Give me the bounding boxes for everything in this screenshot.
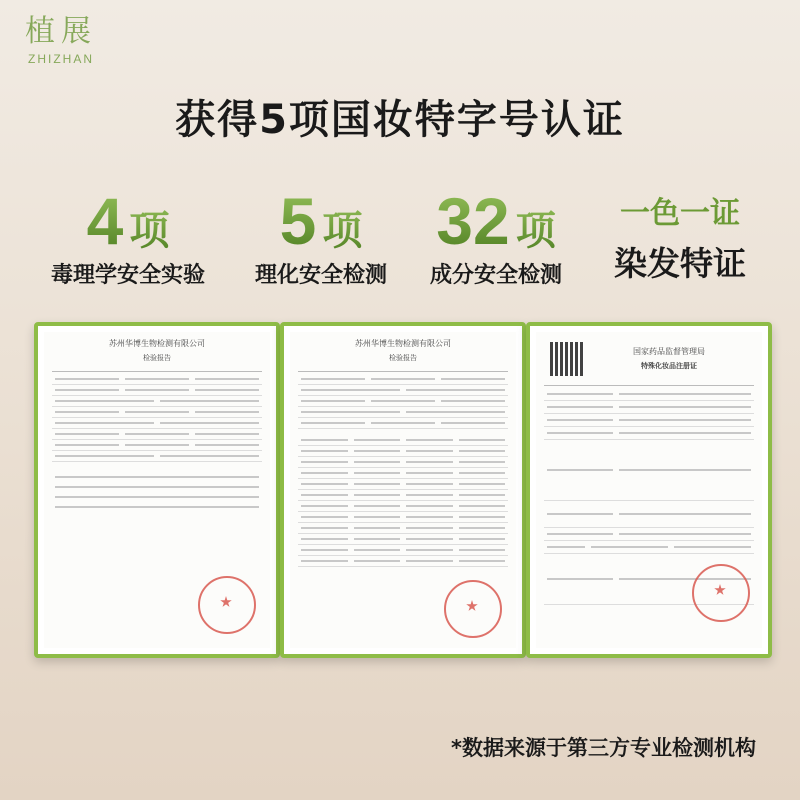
stat-hair-dye-cert — [590, 186, 770, 285]
stat-number: 32 — [436, 184, 510, 258]
logo-english: ZHIZHAN — [28, 52, 94, 66]
stat-caption: 成分安全检测 — [429, 263, 562, 288]
stat-ingredients — [412, 186, 580, 289]
certificate-title: 特殊化妆品注册证 — [641, 362, 697, 370]
qr-code-icon — [550, 342, 584, 376]
certificate-org: 国家药品监督管理局 — [633, 347, 705, 356]
certificate-org: 苏州华博生物检测有限公司 — [355, 339, 451, 348]
certificate-card — [34, 322, 280, 658]
headline: 获得5项国妆特字号认证 — [175, 97, 625, 143]
stat-unit: 项 — [516, 199, 556, 256]
stat-unit: 项 — [129, 199, 169, 256]
special-line1: 一色一证 — [620, 196, 740, 231]
stat-caption: 毒理学安全实验 — [50, 263, 205, 288]
certificate-card — [280, 322, 526, 658]
brand-logo — [16, 14, 106, 66]
certificate-org: 苏州华博生物检测有限公司 — [109, 339, 205, 348]
red-seal-icon — [198, 576, 256, 634]
footnote: *数据来源于第三方专业检测机构 — [451, 736, 756, 760]
certificate-title: 检验报告 — [143, 354, 171, 362]
stat-toxicology — [38, 186, 218, 289]
certificate-title: 检验报告 — [389, 354, 417, 362]
certificate-document — [44, 332, 270, 648]
special-line2: 染发特证 — [614, 244, 746, 283]
red-seal-icon — [692, 564, 750, 622]
stat-unit: 项 — [322, 199, 362, 256]
certificate-document — [290, 332, 516, 648]
stat-physicochemical — [236, 186, 406, 289]
stat-number: 4 — [86, 184, 124, 258]
stat-caption: 理化安全检测 — [254, 263, 387, 288]
logo-chinese: 植展 — [25, 14, 97, 49]
certificate-document — [536, 332, 762, 648]
red-seal-icon — [444, 580, 502, 638]
stat-number: 5 — [279, 184, 317, 258]
certificate-card — [526, 322, 772, 658]
